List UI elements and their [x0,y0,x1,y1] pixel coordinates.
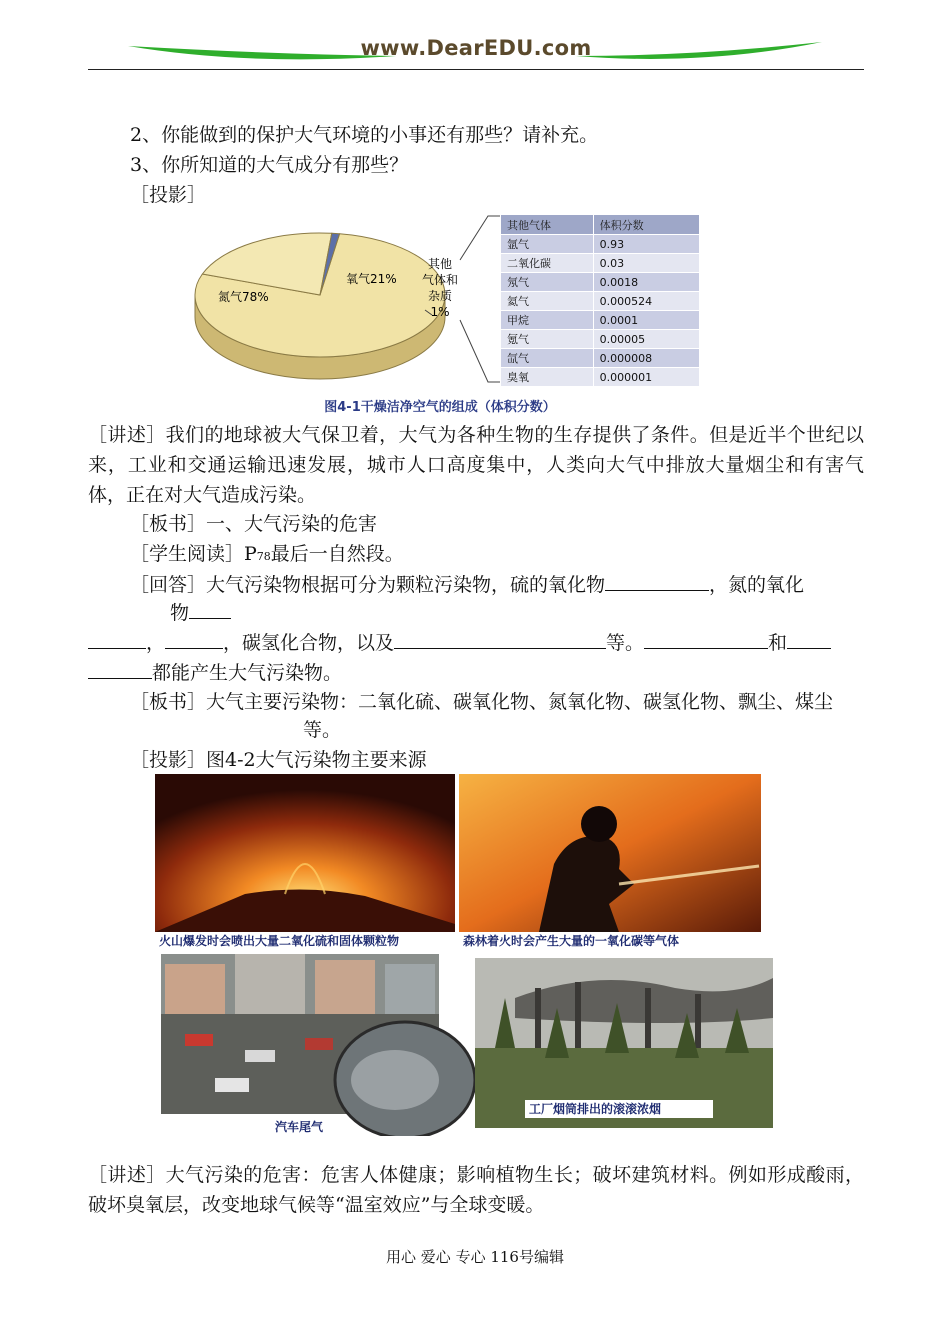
photo-volcano [155,774,455,950]
reading-suffix: 最后一自然段。 [270,543,404,565]
board-note-1: ［板书］一、大气污染的危害 [130,513,378,535]
page-footer: 用心 爱心 专心 116号编辑 [386,1248,564,1266]
question-3: 3、你所知道的大气成分有那些？ [130,154,409,176]
caption-forest-fire: 森林着火时会产生大量的一氧化碳等气体 [459,932,761,950]
photo-factory [475,958,773,1128]
answer-text: ，氮的氧化 [709,574,805,596]
gas-name: 氩气 [501,235,594,254]
reading-prefix: ［学生阅读］P [130,543,257,565]
gas-name: 氪气 [501,330,594,349]
gas-fraction: 0.000524 [593,292,699,311]
table-row [501,254,700,273]
table-row [501,368,700,387]
table-header-gas: 其他气体 [501,215,594,235]
gas-fraction: 0.03 [593,254,699,273]
answer-text: ［回答］大气污染物根据可分为颗粒污染物，硫的氧化物 [130,574,606,596]
table-row [501,311,700,330]
gas-fraction: 0.0018 [593,273,699,292]
table-row [501,292,700,311]
fill-blank[interactable] [605,570,709,591]
lecture-paragraph-1: ［讲述］我们的地球被大气保卫着，大气为各种生物的生存提供了条件。但是近半个世纪以来，工业和交通运输迅速发展，城市人口高度集中，人类向大气中排放大量烟尘和有害气体，正在对大气造成污染。 [88,424,864,506]
lecture-paragraph-2: ［讲述］大气污染的危害：危害人体健康；影响植物生长；破坏建筑材料。例如形成酸雨，破坏臭氧层，改变地球气候等“温室效应”与全球变暖。 [88,1164,864,1216]
answer-text: 物 [170,602,190,624]
gas-fraction: 0.0001 [593,311,699,330]
page-header [88,34,864,70]
pie-chart [170,210,500,390]
answer-text: 都能产生大气污染物。 [152,662,343,684]
fill-blank[interactable] [644,628,768,649]
caption-volcano: 火山爆发时会喷出大量二氧化硫和固体颗粒物 [155,932,455,950]
pie-label-other-2: 气体和 [421,273,459,287]
board-note-2: ［板书］大气主要污染物：二氧化硫、碳氧化物、氮氧化物、碳氢化物、飘尘、煤尘 [130,691,834,713]
fill-blank[interactable] [394,628,606,649]
gas-name: 氦气 [501,292,594,311]
answer-line-1 [130,570,804,599]
gas-fraction: 0.00005 [593,330,699,349]
pie-label-oxygen: 氧气21% [346,272,397,286]
fill-blank[interactable] [88,628,146,649]
gas-name: 甲烷 [501,311,594,330]
fill-blank[interactable] [787,628,831,649]
pie-label-other-4: 1% [430,305,450,319]
forest-fire-image [459,774,761,932]
photo-forest-fire [459,774,761,950]
student-reading [130,540,404,571]
caption-car-exhaust: 汽车尾气 [275,1120,324,1134]
answer-text: ，碳氢化合物，以及 [223,632,395,654]
pie-label-other-3: 杂质 [427,289,453,303]
table-row [501,235,700,254]
answer-text: ， [146,632,166,654]
gas-name: 氖气 [501,273,594,292]
fill-blank[interactable] [189,598,231,619]
figure-air-composition [170,210,710,415]
gas-name: 二氧化碳 [501,254,594,273]
answer-text: 和 [768,632,788,654]
projection-label: ［投影］ [130,184,207,206]
gas-name: 氙气 [501,349,594,368]
photo-car-exhaust [155,954,475,1136]
table-row [501,273,700,292]
site-logo: www.DearEDU.com [360,36,592,60]
pie-label-nitrogen: 氮气78% [218,290,269,304]
answer-text: 等。 [606,632,645,654]
answer-line-3 [88,628,831,657]
fill-blank[interactable] [88,658,152,679]
reading-page-number: 78 [256,550,271,563]
figure-caption: 图4-1干燥洁净空气的组成（体积分数） [324,400,556,415]
header-rule [88,69,864,70]
question-2: 2、你能做到的保护大气环境的小事还有那些？请补充。 [130,124,599,146]
gas-name: 臭氧 [501,368,594,387]
answer-line-2 [170,598,231,627]
table-row [501,349,700,368]
fill-blank[interactable] [165,628,223,649]
gas-fraction: 0.000008 [593,349,699,368]
gas-fraction: 0.000001 [593,368,699,387]
gas-fraction: 0.93 [593,235,699,254]
car-exhaust-image [155,954,475,1136]
pie-label-other-1: 其他 [427,257,453,271]
board-note-2-cont: 等。 [303,719,342,741]
answer-line-4 [88,658,342,687]
volcano-image [155,774,455,932]
table-header-fraction: 体积分数 [593,215,699,235]
projection-figure-2: ［投影］图4-2大气污染物主要来源 [130,749,427,771]
table-row [501,330,700,349]
caption-factory: 工厂烟筒排出的滚滚浓烟 [525,1100,713,1118]
other-gases-table [500,214,700,387]
